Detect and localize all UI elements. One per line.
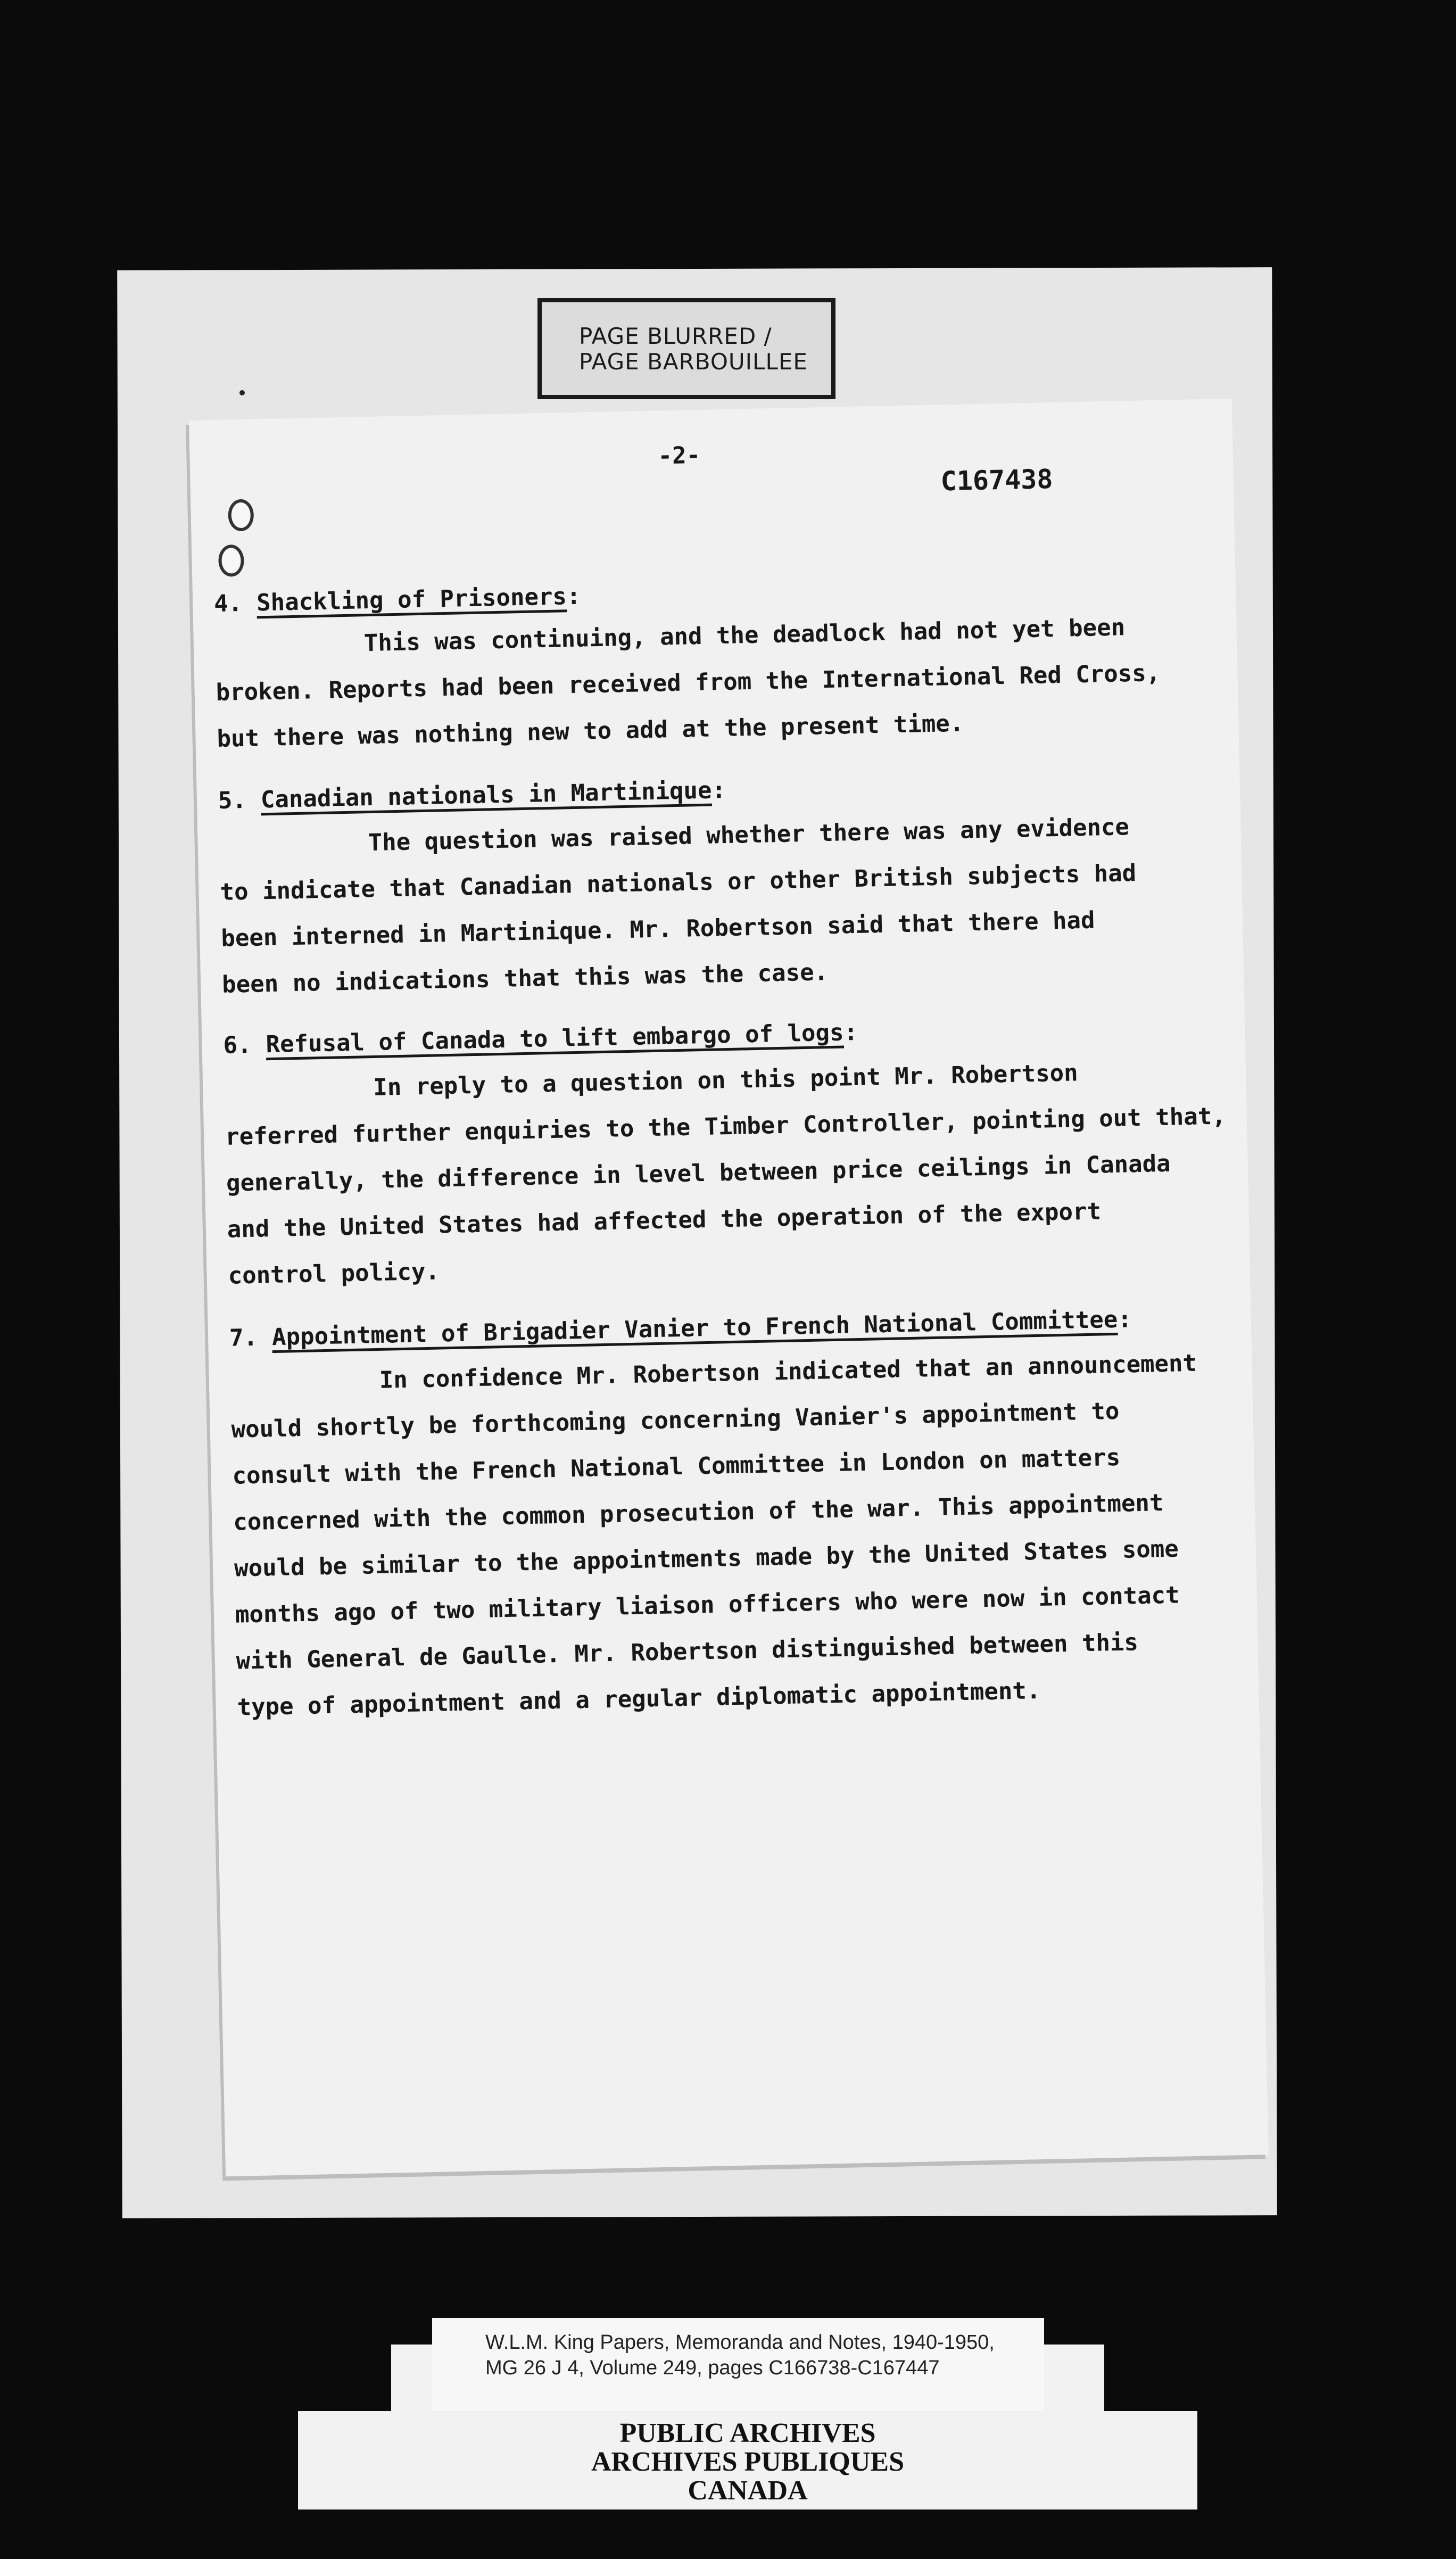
ink-dot [239,390,245,395]
section-heading [229,1306,1132,1352]
page-blurred-stamp [537,298,835,399]
paragraph-line: would shortly be forthcoming concerning Vanier's appointment to [231,1397,1120,1443]
paragraph-line: but there was nothing new to add at the present time. [217,709,964,753]
paragraph-line: referred further enquiries to the Timber Controller, pointing out that, [225,1102,1227,1151]
paragraph-line: type of appointment and a regular diplomatic appointment. [237,1677,1041,1721]
section-number: 5. [218,786,247,814]
paragraph-line: broken. Reports had been received from the International Red Cross, [216,659,1161,707]
paragraph-line: concerned with the common prosecution of the war. This appointment [233,1489,1164,1536]
punch-hole-icon [228,499,254,531]
heading-colon: : [711,777,726,804]
section-title: Canadian nationals in Martinique [260,777,712,814]
section-heading [214,583,581,617]
section-heading [218,777,726,814]
paragraph-line: been interned in Martinique. Mr. Robertson said that there had [220,906,1095,952]
section-heading [223,1019,858,1059]
archives-line-country: CANADA [688,2475,808,2506]
stamp-line-french: PAGE BARBOUILLEE [579,349,808,375]
archives-line-english: PUBLIC ARCHIVES [619,2418,876,2448]
archives-line-french: ARCHIVES PUBLIQUES [591,2447,905,2477]
section-title: Shackling of Prisoners [256,583,567,617]
paragraph-line: been no indications that this was the case. [221,959,829,998]
paragraph-line: This was continuing, and the deadlock had not yet been [363,614,1126,657]
paragraph-line: The question was raised whether there was any evidence [368,813,1130,857]
paragraph-line: to indicate that Canadian nationals or other British subjects had [220,859,1137,906]
page-number: -2- [658,441,701,470]
archives-imprint [391,2419,1104,2505]
paragraph-line: would be similar to the appointments made by the United States some [234,1535,1179,1582]
label-notch [1104,2345,1197,2411]
paragraph-line: with General de Gaulle. Mr. Robertson distinguished between this [236,1629,1139,1675]
paragraph-line: consult with the French National Committee in London on matters [232,1443,1121,1490]
paragraph-line: control policy. [228,1258,440,1290]
heading-colon: : [843,1018,858,1046]
citation-line: W.L.M. King Papers, Memoranda and Notes, 1940-1950, [485,2331,995,2354]
citation-line: MG 26 J 4, Volume 249, pages C166738-C167447 [485,2357,940,2379]
paragraph-line: and the United States had affected the operation of the export [227,1198,1102,1243]
paragraph-line: In reply to a question on this point Mr. Robertson [373,1059,1079,1102]
punch-hole-icon [218,544,244,577]
paragraph-line: generally, the difference in level between price ceilings in Canada [226,1150,1171,1197]
typed-page [189,399,1269,2176]
heading-colon: : [1117,1306,1132,1333]
section-number: 7. [229,1324,258,1352]
heading-colon: : [566,582,581,610]
label-notch [298,2345,391,2411]
section-number: 6. [223,1031,252,1059]
section-number: 4. [213,589,243,618]
stamp-line-english: PAGE BLURRED / [579,323,772,349]
document-number: C167438 [940,464,1053,497]
paragraph-line: In confidence Mr. Robertson indicated that an announcement [379,1349,1197,1394]
section-title: Refusal of Canada to lift embargo of logs [266,1019,844,1059]
archive-citation [432,2318,1044,2411]
paragraph-line: months ago of two military liaison officers who were now in contact [235,1581,1180,1629]
section-title: Appointment of Brigadier Vanier to French National Committee [271,1306,1118,1351]
